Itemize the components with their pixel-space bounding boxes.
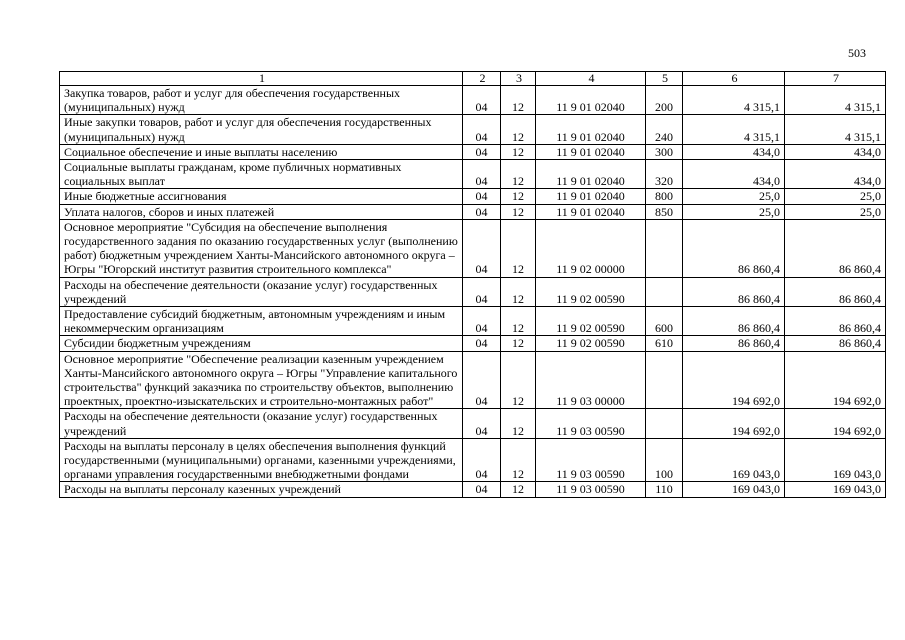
subsection-code: 12: [501, 86, 536, 115]
amount-col7: 169 043,0: [785, 482, 886, 497]
expense-type-code: 200: [646, 86, 683, 115]
row-description: Предоставление субсидий бюджетным, автономным учреждениям и иным некоммерческим организациям: [60, 307, 463, 336]
table-row: [60, 351, 886, 409]
amount-col7: 25,0: [785, 189, 886, 204]
table-row: [60, 409, 886, 438]
amount-col6: 86 860,4: [683, 277, 785, 306]
section-code: 04: [463, 351, 501, 409]
table-row: [60, 277, 886, 306]
expense-type-code: 610: [646, 336, 683, 351]
section-code: 04: [463, 438, 501, 482]
amount-col7: 86 860,4: [785, 336, 886, 351]
subsection-code: 12: [501, 438, 536, 482]
table-row: [60, 219, 886, 277]
subsection-code: 12: [501, 189, 536, 204]
amount-col6: 86 860,4: [683, 307, 785, 336]
section-code: 04: [463, 189, 501, 204]
amount-col6: 169 043,0: [683, 482, 785, 497]
amount-col7: 4 315,1: [785, 115, 886, 144]
header-cell: 7: [785, 72, 886, 86]
section-code: 04: [463, 409, 501, 438]
header-cell: 4: [536, 72, 646, 86]
amount-col7: 86 860,4: [785, 277, 886, 306]
section-code: 04: [463, 115, 501, 144]
expense-type-code: [646, 277, 683, 306]
amount-col6: 25,0: [683, 204, 785, 219]
table-row: [60, 307, 886, 336]
amount-col6: 4 315,1: [683, 86, 785, 115]
subsection-code: 12: [501, 336, 536, 351]
row-description: Расходы на выплаты персоналу казенных учреждений: [60, 482, 463, 497]
row-description: Основное мероприятие "Субсидия на обеспечение выполнения государственного задания по оказанию государственных услуг (выполнению работ) бюджетным учреждением Ханты-Мансийского автономного округа – Югры "Югорский институт развития строительного комплекса": [60, 219, 463, 277]
section-code: 04: [463, 160, 501, 189]
amount-col6: 194 692,0: [683, 351, 785, 409]
row-description: Расходы на выплаты персоналу в целях обеспечения выполнения функций государственными (муниципальными) органами, казенными учреждениями, органами управления государственными внебюджетными фондами: [60, 438, 463, 482]
subsection-code: 12: [501, 351, 536, 409]
section-code: 04: [463, 86, 501, 115]
target-article-code: 11 9 01 02040: [536, 160, 646, 189]
table-row: [60, 336, 886, 351]
target-article-code: 11 9 02 00590: [536, 336, 646, 351]
table-row: [60, 86, 886, 115]
amount-col6: 434,0: [683, 144, 785, 159]
target-article-code: 11 9 01 02040: [536, 189, 646, 204]
section-code: 04: [463, 219, 501, 277]
header-cell: 3: [501, 72, 536, 86]
target-article-code: 11 9 03 00000: [536, 351, 646, 409]
target-article-code: 11 9 02 00590: [536, 277, 646, 306]
header-cell: 6: [683, 72, 785, 86]
expense-type-code: 320: [646, 160, 683, 189]
amount-col7: 194 692,0: [785, 409, 886, 438]
row-description: Расходы на обеспечение деятельности (оказание услуг) государственных учреждений: [60, 409, 463, 438]
expense-type-code: 850: [646, 204, 683, 219]
row-description: Расходы на обеспечение деятельности (оказание услуг) государственных учреждений: [60, 277, 463, 306]
table-header-row: [60, 72, 886, 86]
section-code: 04: [463, 336, 501, 351]
subsection-code: 12: [501, 160, 536, 189]
table-row: [60, 144, 886, 159]
amount-col7: 4 315,1: [785, 86, 886, 115]
subsection-code: 12: [501, 115, 536, 144]
table-row: [60, 482, 886, 497]
subsection-code: 12: [501, 277, 536, 306]
table-row: [60, 115, 886, 144]
amount-col6: 434,0: [683, 160, 785, 189]
amount-col6: 169 043,0: [683, 438, 785, 482]
target-article-code: 11 9 01 02040: [536, 204, 646, 219]
row-description: Закупка товаров, работ и услуг для обеспечения государственных (муниципальных) нужд: [60, 86, 463, 115]
target-article-code: 11 9 03 00590: [536, 438, 646, 482]
expense-type-code: 110: [646, 482, 683, 497]
subsection-code: 12: [501, 219, 536, 277]
expense-type-code: [646, 219, 683, 277]
table-row: [60, 189, 886, 204]
row-description: Иные бюджетные ассигнования: [60, 189, 463, 204]
expense-type-code: 100: [646, 438, 683, 482]
subsection-code: 12: [501, 409, 536, 438]
amount-col7: 86 860,4: [785, 307, 886, 336]
target-article-code: 11 9 03 00590: [536, 482, 646, 497]
table-row: [60, 160, 886, 189]
target-article-code: 11 9 01 02040: [536, 144, 646, 159]
page-number: 503: [848, 46, 866, 60]
row-description: Основное мероприятие "Обеспечение реализации казенным учреждением Ханты-Мансийского автономного округа – Югры "Управление капитального строительства" функций заказчика по строительству объектов, выполнению проектных, проектно-изыскательских и строительно-монтажных работ": [60, 351, 463, 409]
row-description: Иные закупки товаров, работ и услуг для обеспечения государственных (муниципальных) нужд: [60, 115, 463, 144]
amount-col7: 434,0: [785, 160, 886, 189]
expense-type-code: 240: [646, 115, 683, 144]
table-row: [60, 438, 886, 482]
amount-col7: 169 043,0: [785, 438, 886, 482]
expense-type-code: 300: [646, 144, 683, 159]
amount-col7: 194 692,0: [785, 351, 886, 409]
row-description: Уплата налогов, сборов и иных платежей: [60, 204, 463, 219]
expense-type-code: [646, 351, 683, 409]
budget-table: [59, 71, 886, 498]
expense-type-code: 600: [646, 307, 683, 336]
target-article-code: 11 9 01 02040: [536, 115, 646, 144]
table-row: [60, 204, 886, 219]
header-cell: 5: [646, 72, 683, 86]
section-code: 04: [463, 307, 501, 336]
amount-col6: 194 692,0: [683, 409, 785, 438]
section-code: 04: [463, 482, 501, 497]
subsection-code: 12: [501, 204, 536, 219]
target-article-code: 11 9 02 00000: [536, 219, 646, 277]
subsection-code: 12: [501, 307, 536, 336]
section-code: 04: [463, 277, 501, 306]
expense-type-code: 800: [646, 189, 683, 204]
amount-col6: 25,0: [683, 189, 785, 204]
header-cell: 2: [463, 72, 501, 86]
expense-type-code: [646, 409, 683, 438]
amount-col7: 25,0: [785, 204, 886, 219]
amount-col6: 86 860,4: [683, 219, 785, 277]
section-code: 04: [463, 204, 501, 219]
row-description: Субсидии бюджетным учреждениям: [60, 336, 463, 351]
amount-col7: 86 860,4: [785, 219, 886, 277]
target-article-code: 11 9 03 00590: [536, 409, 646, 438]
subsection-code: 12: [501, 144, 536, 159]
target-article-code: 11 9 02 00590: [536, 307, 646, 336]
row-description: Социальные выплаты гражданам, кроме публичных нормативных социальных выплат: [60, 160, 463, 189]
header-cell: 1: [60, 72, 463, 86]
row-description: Социальное обеспечение и иные выплаты населению: [60, 144, 463, 159]
amount-col6: 86 860,4: [683, 336, 785, 351]
section-code: 04: [463, 144, 501, 159]
target-article-code: 11 9 01 02040: [536, 86, 646, 115]
amount-col7: 434,0: [785, 144, 886, 159]
amount-col6: 4 315,1: [683, 115, 785, 144]
subsection-code: 12: [501, 482, 536, 497]
